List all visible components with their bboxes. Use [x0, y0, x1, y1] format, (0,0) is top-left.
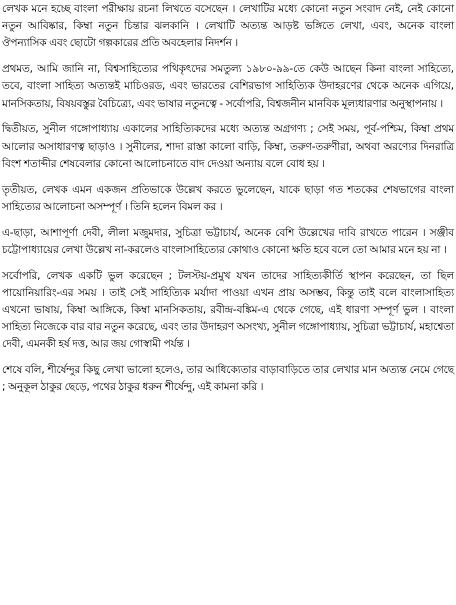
article-text — [2, 1, 454, 405]
paragraph-other-authors: এ-ছাড়া, আশাপূর্ণা দেবী, লীলা মজুমদার, সুচিত্রা ভট্টাচার্য, অনেক বেশি উল্লেখের দাবি রাখতে পারেন । সঞ্জীব চট্টোপাধ্যায়ের লেখা উল্লেখ না-করলেও বাংলাসাহিত্যের কোথাও কোনো ক্ষতি হবে বলে তো আমার মনে হয় না । — [2, 226, 454, 256]
paragraph-overall: সর্বোপরি, লেখক একটি ভুল করেছেন ; টলস্টয়-প্রমুখ যখন তাদের সাহিত্যকীর্তি স্থাপন করেছেন, তা ছিল পায়োনিয়ারিং-এর সময় । তাই সেই সাহিত্যিক মর্যাদা পাওয়া এখন প্রায় অসম্ভব, কিন্তু তাই বলে বাংলাসাহিত্য এখনো ভাষায়, কিম্বা আঙ্গিকে, কিম্বা মানসিকতায়, রবীন্দ্র-বঙ্কিম-এ থেকে গেছে, এই ধারণা সম্পূর্ণ ভুল । বাংলা সাহিত্য নিজেকে বার বার নতুন করেছে, এবং তার উদাহরণ অসংখ্য, সুনীল গঙ্গোপাধ্যায়, সুচিত্রা ভট্টাচার্য, মহাশ্বেতা দেবী, এমনকী হর্ষ দত্ত, আর জয় গোস্বামী পর্যন্ত । — [2, 269, 454, 351]
paragraph-closing: শেষে বলি, শীর্ষেন্দুর কিছু লেখা ভালো হলেও, তার আধিক্যেতার বাড়াবাড়িতে তার লেখার মান অত্যন্ত নেমে গেছে ; অনুকূল ঠাকুর ছেড়ে, পথের ঠাকুর ধরুন শীর্ষেন্দু, এই কামনা করি । — [2, 364, 454, 394]
paragraph-intro: লেখক মনে হচ্ছে বাংলা পরীক্ষায় রচনা লিখতে বসেছেন । লেখাটির মধ্যে কোনো নতুন সংবাদ নেই, নেই কোনো নতুন আবিষ্কার, কিম্বা নতুন চিন্তার ঝলকানি । লেখাটি অত্যন্ত আড়ষ্ট ভঙ্গিতে লেখা, এবং, অনেক বাংলা ঔপন্যাসিক এবং ছোটো গল্পকারের প্রতি অবহেলার নিদর্শন । — [2, 3, 454, 50]
paragraph-first-point: প্রথমত, আমি জানি না, বিশ্বসাহিত্যের পথিকৃৎদের সমতুল্য ১৯৮০-৯৯-তে কেউ আছেন কিনা বাংলা সাহিত্যে, তবে, বাংলা সাহিত্য অত্যন্তই মাচিওরড, এবং ভারতের বেশিরভাগ সাহিত্যিক উদাহরণের থেকে অনেক এগিয়ে, মানসিকতায়, বিষয়বস্তুর বৈচিত্র্যে, এবং ভাষার নতুনত্বে - সর্বোপরি, বিশ্বজনীন মানবিক মূল্যধারণার অনুস্থাপনায় । — [2, 63, 454, 110]
paragraph-third-point: তৃতীয়ত, লেখক এমন একজন প্রতিভাকে উল্লেখ করতে ভুলেছেন, যাকে ছাড়া গত শতকের শেষভাগের বাংলা সাহিত্যের আলোচনা অসম্পূর্ণ । তিনি হলেন বিমল কর । — [2, 183, 454, 213]
paragraph-second-point: দ্বিতীয়ত, সুনীল গঙ্গোপাধ্যায় একালের সাহিত্যিকদের মধ্যে অত্যন্ত অগ্রগণ্য ; সেই সময়, পূর্ব-পশ্চিম, কিম্বা প্রথম আলোর অসাধারণত্ব ছাড়াও । সুনীলের, শাদা রাস্তা কালো বাড়ি, কিম্বা, তরুণ-তরুণীরা, অথবা অরণ্যের দিনরাত্রি বিংশ শতাব্দীর শেষবেলার কোনো আলোচনাতে বাদ দেওয়া অন্যায় বলে বোধ হয় । — [2, 123, 454, 170]
